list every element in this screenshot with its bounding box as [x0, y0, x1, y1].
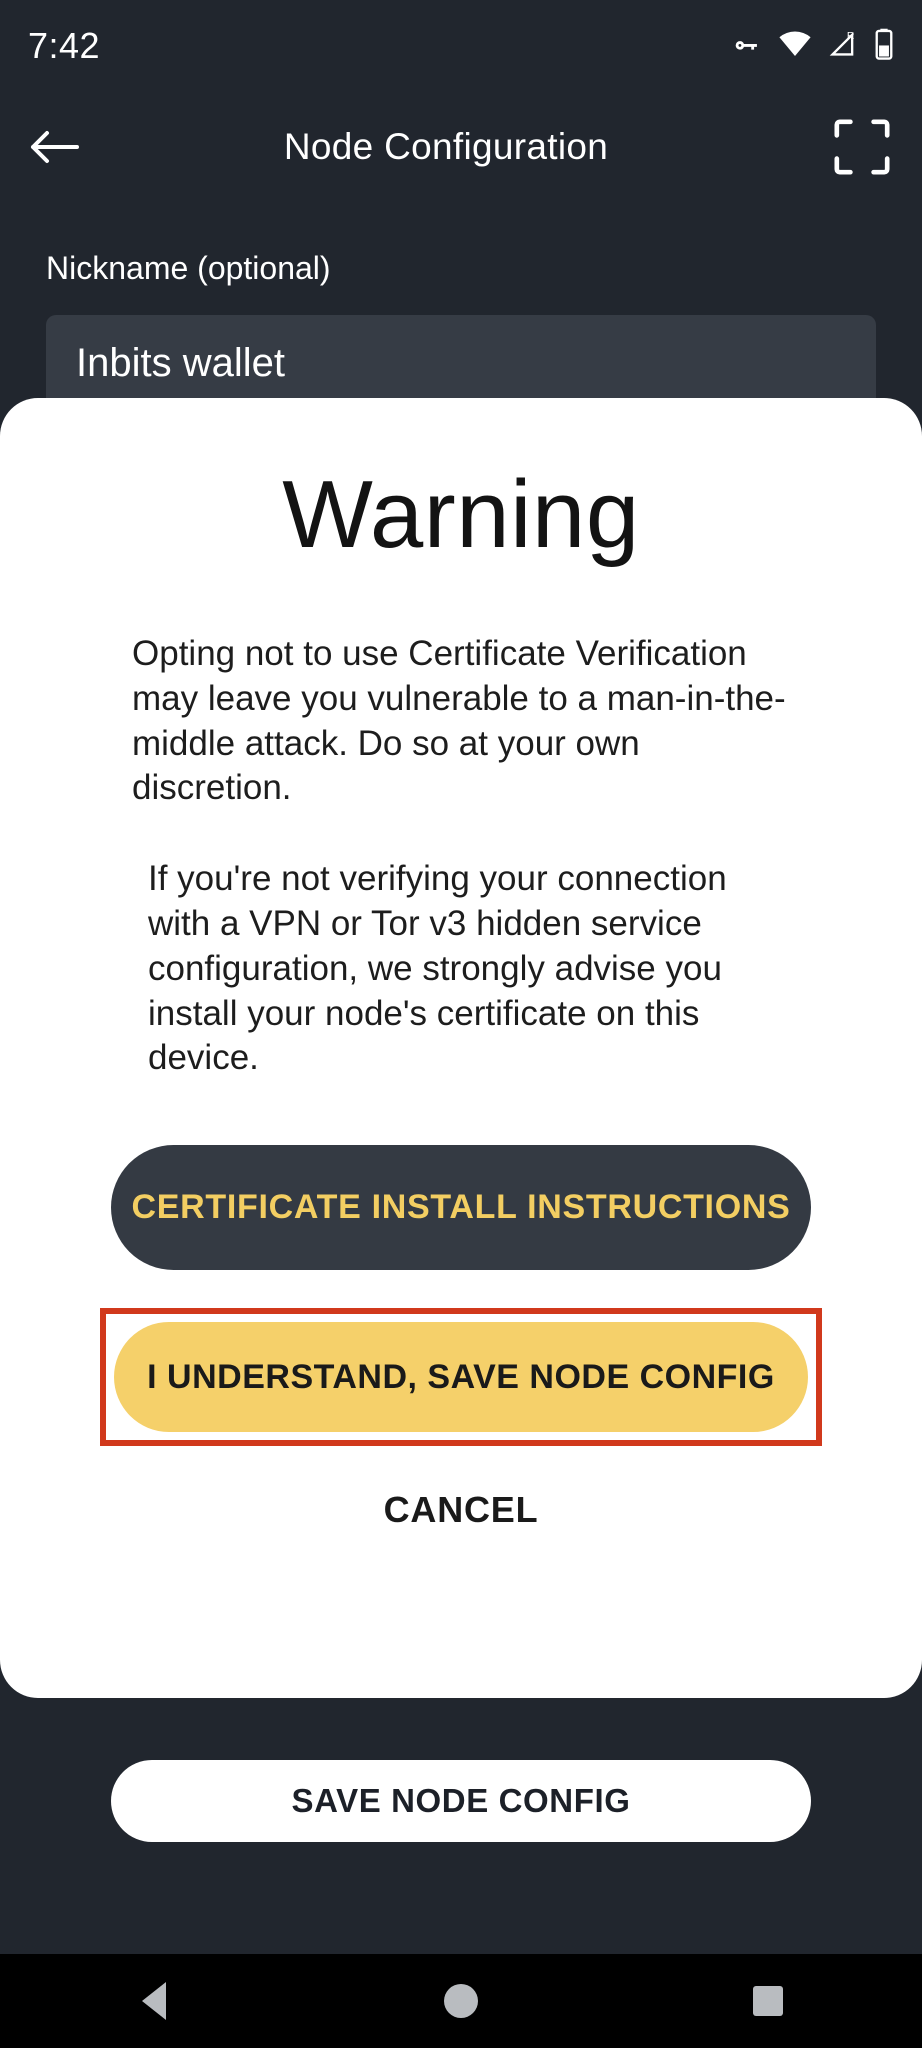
wifi-icon	[778, 29, 812, 64]
battery-icon	[874, 28, 894, 65]
status-clock: 7:42	[28, 25, 101, 66]
vpn-key-icon	[730, 27, 764, 66]
system-nav-bar	[0, 1954, 922, 2048]
app-bar	[0, 92, 922, 202]
warning-dialog	[0, 398, 922, 1698]
cellular-roaming-icon	[826, 28, 860, 65]
dialog-paragraph-1: Opting not to use Certificate Verification may leave you vulnerable to a man-in-the-middle attack. Do so at your own discretion.	[132, 634, 786, 808]
nickname-input[interactable]: Inbits wallet	[46, 315, 876, 435]
home-circle-icon	[444, 1984, 478, 2018]
save-node-config-button[interactable]: SAVE NODE CONFIG	[111, 1760, 811, 1842]
nav-back-button[interactable]	[94, 1954, 214, 2048]
nickname-label: Nickname (optional)	[46, 250, 331, 286]
cancel-button[interactable]: CANCEL	[378, 1488, 545, 1532]
page-title: Node Configuration	[283, 126, 609, 167]
dialog-title: Warning	[282, 461, 640, 568]
nav-home-button[interactable]	[401, 1954, 521, 2048]
arrow-left-icon	[29, 127, 81, 167]
i-understand-save-node-config-button[interactable]: I UNDERSTAND, SAVE NODE CONFIG	[114, 1322, 808, 1432]
svg-text:R: R	[846, 30, 855, 42]
status-bar	[0, 0, 922, 92]
recents-square-icon	[753, 1986, 783, 2016]
qr-scan-button[interactable]	[802, 92, 922, 202]
highlight-box	[100, 1308, 822, 1446]
certificate-install-instructions-button[interactable]: CERTIFICATE INSTALL INSTRUCTIONS	[111, 1145, 811, 1270]
qr-scan-icon	[831, 116, 893, 178]
status-icon-group	[730, 27, 894, 66]
dialog-paragraph-2: If you're not verifying your connection with a VPN or Tor v3 hidden service configuration, we strongly advise you install your node's certificate on this device.	[148, 859, 727, 1078]
back-triangle-icon	[142, 1982, 166, 2020]
bottom-action-bar	[0, 1692, 922, 1954]
nav-recents-button[interactable]	[708, 1954, 828, 2048]
